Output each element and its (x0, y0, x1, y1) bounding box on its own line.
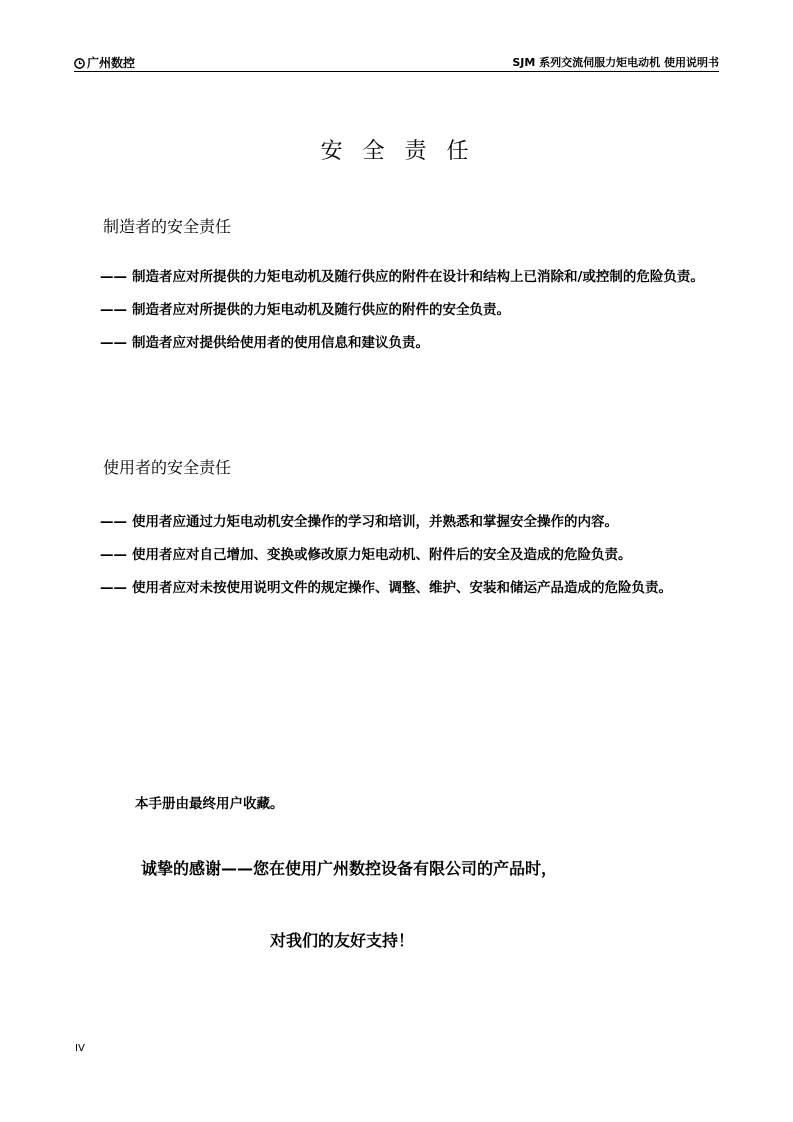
document-title: SJM 系列交流伺服力矩电动机 使用说明书 (512, 56, 719, 69)
user-responsibility-list (100, 506, 722, 605)
list-item (100, 539, 722, 572)
page-header (74, 52, 719, 74)
section-heading-manufacturer: 制造者的安全责任 (103, 217, 232, 236)
manual-retention-note: 本手册由最终用户收藏。 (135, 796, 284, 812)
item-dash: —— (100, 302, 127, 318)
logo-text: 广州数控 (87, 56, 136, 70)
item-dash: —— (100, 335, 127, 351)
item-text: 使用者应对自己增加、变换或修改原力矩电动机、附件后的安全及造成的危险负责。 (132, 547, 632, 563)
item-text: 制造者应对提供给使用者的使用信息和建议负责。 (132, 335, 429, 351)
header-divider (74, 71, 719, 72)
gsk-logo-icon (74, 58, 85, 69)
list-item (100, 294, 722, 327)
item-text: 制造者应对所提供的力矩电动机及随行供应的附件的安全负责。 (132, 302, 510, 318)
item-text: 使用者应对未按使用说明文件的规定操作、调整、维护、安装和储运产品造成的危险负责。 (132, 580, 672, 596)
item-dash: —— (100, 580, 127, 596)
list-item (100, 261, 722, 294)
manufacturer-responsibility-list (100, 261, 722, 360)
section-heading-user: 使用者的安全责任 (103, 458, 232, 477)
item-dash: —— (100, 514, 127, 530)
item-dash: —— (100, 269, 127, 285)
company-logo (74, 56, 135, 70)
thanks-line-1: 诚挚的感谢——您在使用广州数控设备有限公司的产品时， (141, 859, 558, 878)
item-dash: —— (100, 547, 127, 563)
list-item (100, 506, 722, 539)
list-item (100, 327, 722, 360)
thanks-line-2: 对我们的友好支持！ (270, 931, 415, 950)
list-item (100, 572, 722, 605)
item-text: 制造者应对所提供的力矩电动机及随行供应的附件在设计和结构上已消除和/或控制的危险负责。 (132, 269, 704, 285)
item-text: 使用者应通过力矩电动机安全操作的学习和培训，并熟悉和掌握安全操作的内容。 (132, 514, 618, 530)
page-number: IV (75, 1043, 85, 1054)
page-title: 安全责任 (320, 139, 489, 164)
